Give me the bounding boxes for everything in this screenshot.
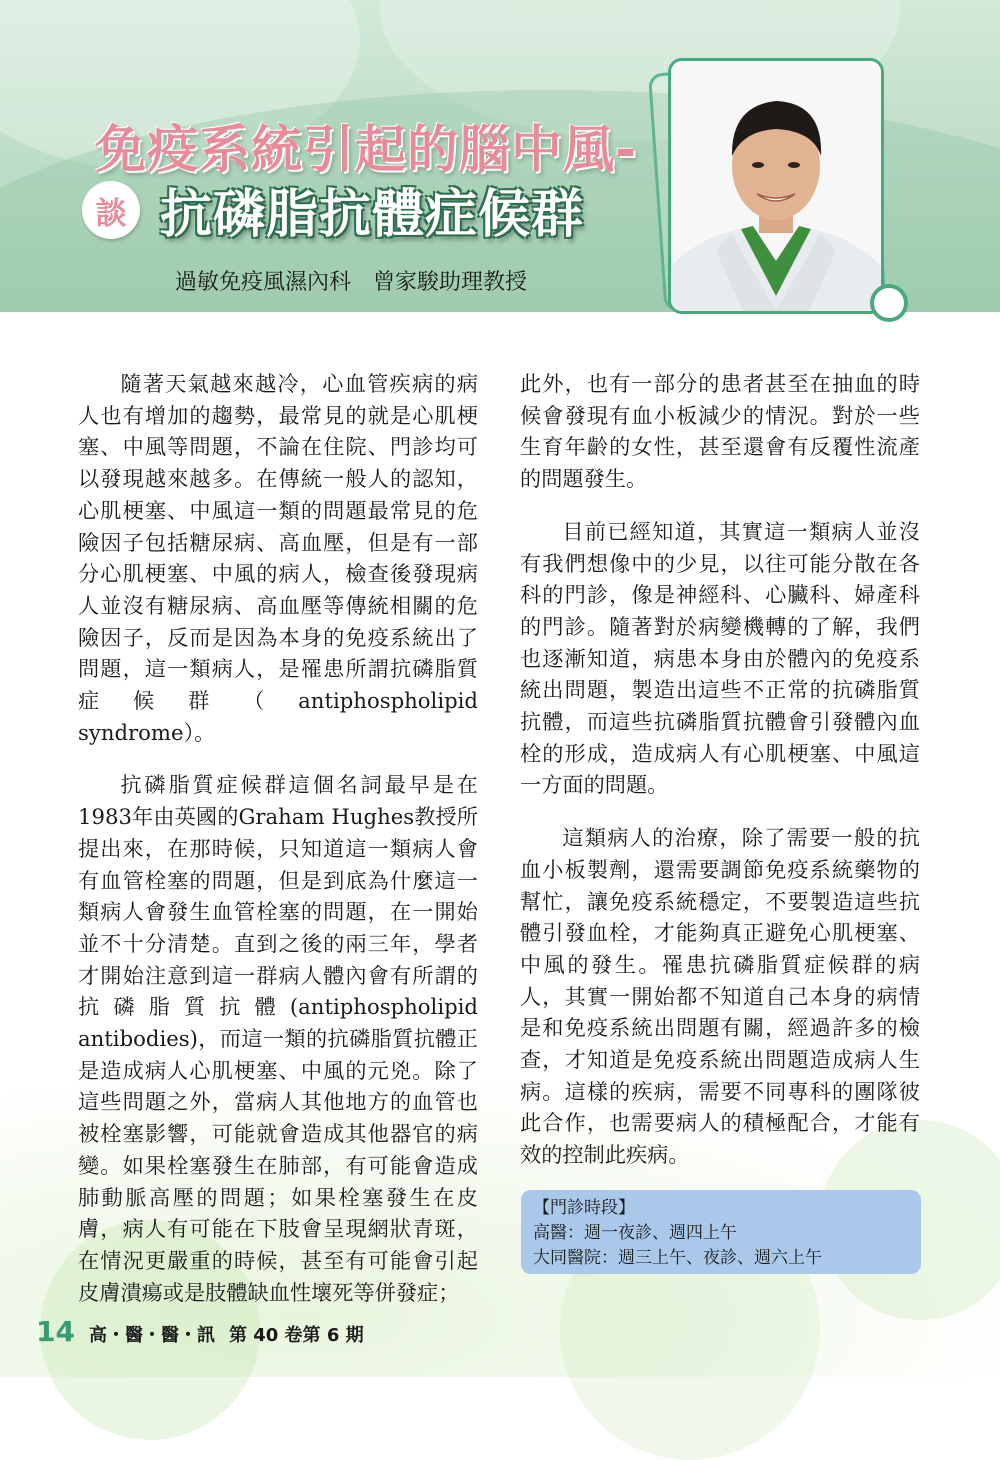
- article-paragraph: 抗磷脂質症候群這個名詞最早是在1983年由英國的Graham Hughes教授所提出來，在那時候，只知道這一類病人會有血管栓塞的問題，但是到底為什麼這一類病人會發生血管栓塞的問題，在一開始並不十分清楚。直到之後的兩三年，學者才開始注意到這一群病人體內會有所謂的抗磷脂質抗體(antiphospholipid antibodies)，而這一類的抗磷脂質抗體正是造成病人心肌梗塞、中風的元兇。除了這些問題之外，當病人其他地方的血管也被栓塞影響，可能就會造成其他器官的病變。如果栓塞發生在肺部，有可能會造成肺動脈高壓的問題；如果栓塞發生在皮膚，病人有可能在下肢會呈現網狀青斑，在情況更嚴重的時候，甚至有可能會引起皮膚潰瘍或是肢體缺血性壞死等併發症；: [78, 772, 478, 1305]
- page-number: 14: [36, 1315, 75, 1348]
- clinic-hours-line: 大同醫院：週三上午、夜診、週六上午: [533, 1248, 822, 1268]
- author-photo: [668, 58, 884, 314]
- article-paragraph: 目前已經知道，其實這一類病人並沒有我們想像中的少見，以往可能分散在各科的門診，像是神經科、心臟科、婦產科的門診。隨著對於病變機轉的了解，我們也逐漸知道，病患本身由於體內的免疫系統出問題，製造出這些不正常的抗磷脂質抗體，而這些抗磷脂質抗體會引發體內血栓的形成，造成病人有心肌梗塞、中風這一方面的問題。: [520, 518, 920, 798]
- author-byline: 過敏免疫風濕內科 曾家駿助理教授: [175, 270, 528, 295]
- journal-issue: 第 40 卷第 6 期: [228, 1325, 364, 1346]
- journal-name: 高・醫・醫・訊: [88, 1325, 215, 1346]
- page-footer: [36, 1315, 364, 1348]
- article-title-line1: 免疫系統引起的腦中風-: [95, 121, 638, 180]
- article-paragraph: 隨著天氣越來越冷，心血管疾病的病人也有增加的趨勢，最常見的就是心肌梗塞、中風等問題，不論在住院、門診均可以發現越來越多。在傳統一般人的認知，心肌梗塞、中風這一類的問題最常見的危險因子包括糖尿病、高血壓，但是有一部分心肌梗塞、中風的病人，檢查後發現病人並沒有糖尿病、高血壓等傳統相關的危險因子，反而是因為本身的免疫系統出了問題，這一類病人，是罹患所謂抗磷脂質症候群（antiphospholipid syndrome）。: [78, 371, 478, 745]
- photo-frame-dot: [870, 284, 908, 322]
- article-column-right: [520, 368, 920, 1192]
- article-paragraph: 此外，也有一部分的患者甚至在抽血的時候會發現有血小板減少的情況。對於一些生育年齡的女性，甚至還會有反覆性流產的問題發生。: [520, 371, 920, 492]
- article-column-left: [78, 368, 478, 1329]
- clinic-hours-heading: 【門診時段】: [533, 1198, 635, 1218]
- title-prefix-badge: 談: [82, 181, 140, 239]
- article-paragraph: 這類病人的治療，除了需要一般的抗血小板製劑，還需要調節免疫系統藥物的幫忙，讓免疫系統穩定，不要製造這些抗體引發血栓，才能夠真正避免心肌梗塞、中風的發生。罹患抗磷脂質症候群的病人，其實一開始都不知道自己本身的病情是和免疫系統出問題有關，經過許多的檢查，才知道是免疫系統出問題造成病人生病。這樣的疾病，需要不同專科的團隊彼此合作，也需要病人的積極配合，才能有效的控制此疾病。: [520, 825, 920, 1168]
- author-portrait-icon: [671, 61, 881, 311]
- article-title-line2: 抗磷脂抗體症候群: [160, 185, 585, 245]
- clinic-hours-line: 高醫：週一夜診、週四上午: [533, 1223, 737, 1243]
- clinic-hours-box: [521, 1190, 921, 1274]
